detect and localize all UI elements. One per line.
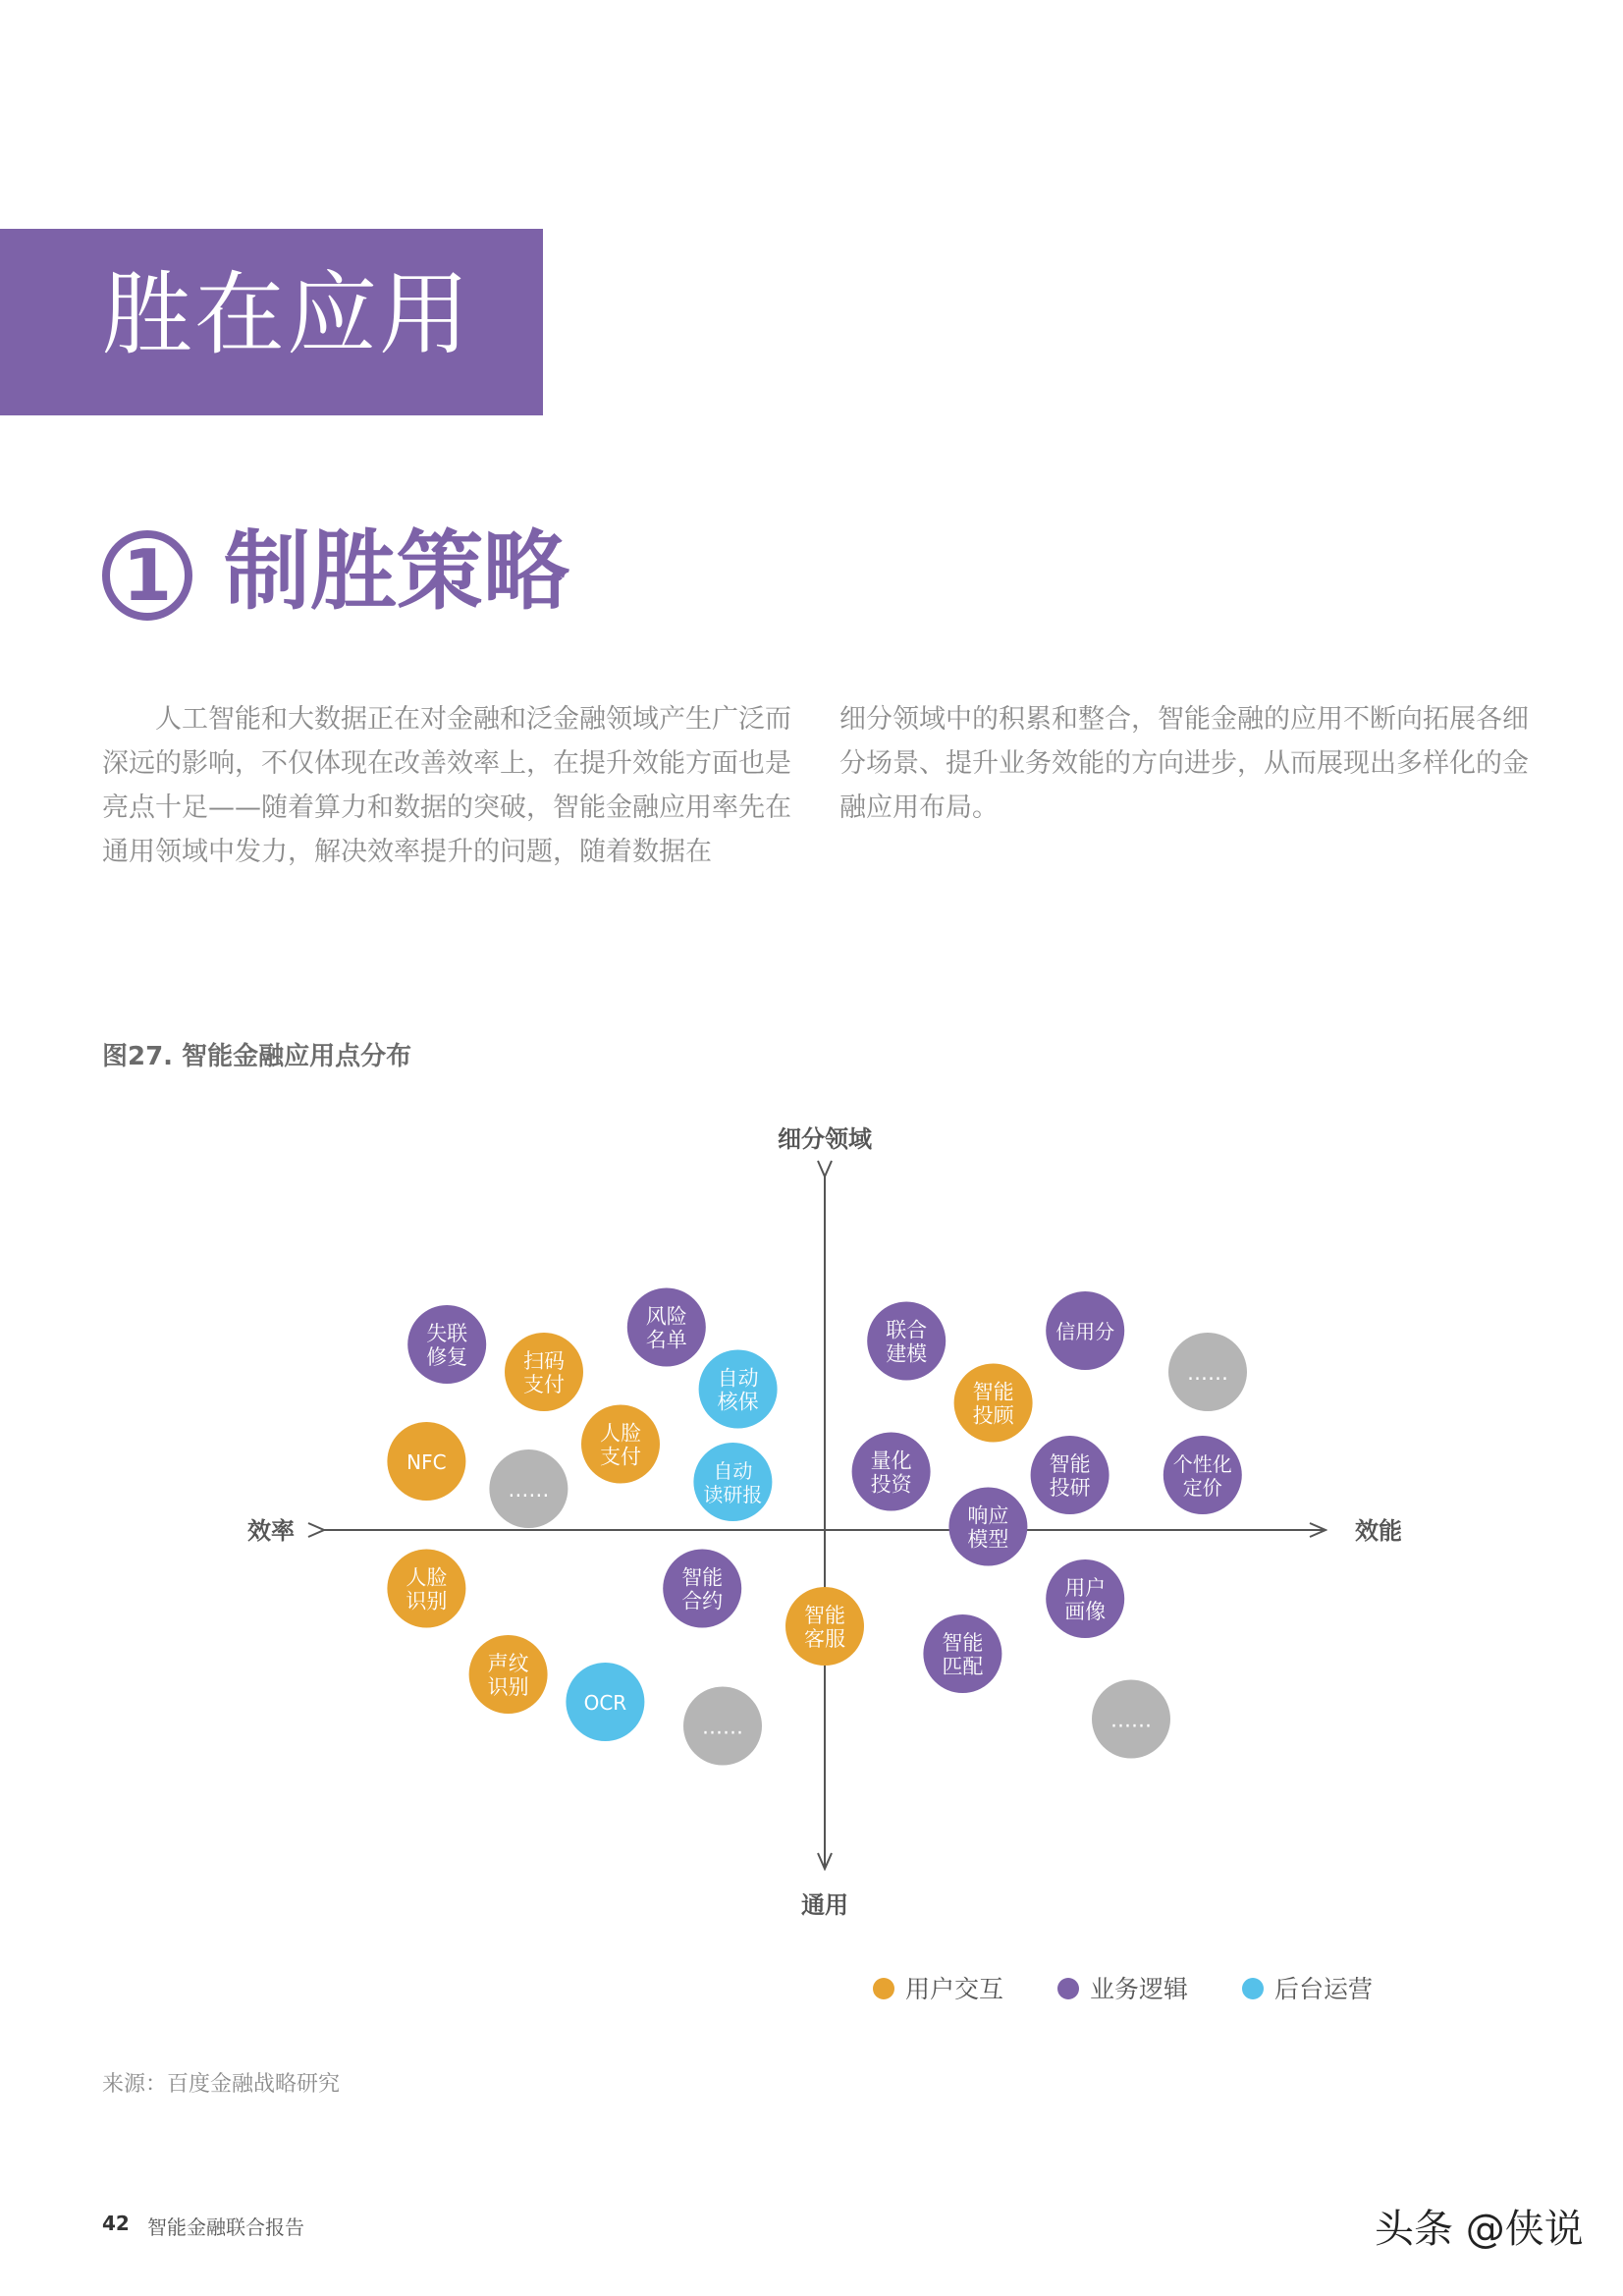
- application-point: [1031, 1436, 1109, 1514]
- point-label: 核保: [717, 1390, 759, 1414]
- application-point: [387, 1550, 465, 1628]
- application-point: [867, 1302, 946, 1381]
- point-label: 智能: [681, 1565, 724, 1590]
- point-label: 投资: [870, 1472, 912, 1497]
- application-point: [387, 1422, 465, 1501]
- application-point: [1046, 1291, 1124, 1370]
- legend-swatch: [873, 1978, 894, 1999]
- point-label: 量化: [870, 1449, 912, 1473]
- point-label: ……: [1110, 1708, 1152, 1732]
- point-label: 合约: [681, 1589, 724, 1613]
- point-label: 读研报: [703, 1483, 763, 1506]
- point-label: 响应: [967, 1503, 1009, 1528]
- point-label: 匹配: [942, 1655, 984, 1678]
- axis-label-right: 效能: [1355, 1517, 1402, 1545]
- point-label: 风险: [645, 1304, 687, 1329]
- figure-caption: 图27. 智能金融应用点分布: [102, 1042, 412, 1071]
- application-point: [581, 1405, 660, 1484]
- point-label: 自动: [713, 1459, 753, 1483]
- legend-label: 后台运营: [1274, 1975, 1374, 2003]
- point-label: 扫码: [523, 1349, 565, 1373]
- point-label: ……: [702, 1715, 743, 1739]
- point-label: 客服: [804, 1627, 845, 1651]
- point-label: 识别: [487, 1675, 529, 1699]
- point-label: 声纹: [487, 1652, 529, 1675]
- point-label: 联合: [886, 1318, 928, 1342]
- legend-label: 用户交互: [905, 1975, 1004, 2003]
- point-label: 智能: [942, 1631, 984, 1655]
- page-footer-label: 智能金融联合报告: [147, 2215, 304, 2239]
- legend-swatch: [1057, 1978, 1079, 1999]
- application-point: [663, 1550, 741, 1628]
- point-label: 信用分: [1055, 1320, 1115, 1343]
- point-label: 定价: [1182, 1476, 1222, 1500]
- application-point: [923, 1614, 1001, 1693]
- banner-title: 胜在应用: [102, 262, 472, 367]
- point-label: 用户: [1064, 1576, 1107, 1600]
- application-point: [1163, 1436, 1242, 1514]
- point-label: 支付: [523, 1373, 565, 1396]
- application-point: [1046, 1559, 1124, 1638]
- section-title: 制胜策略: [224, 520, 570, 622]
- point-label: 模型: [967, 1527, 1009, 1552]
- application-point: [693, 1443, 772, 1521]
- application-point: [566, 1663, 644, 1741]
- point-label: 名单: [645, 1328, 687, 1352]
- application-point: [948, 1488, 1027, 1566]
- point-label: OCR: [583, 1691, 627, 1715]
- point-label: 修复: [426, 1345, 468, 1369]
- point-label: 识别: [406, 1589, 448, 1613]
- point-label: NFC: [406, 1450, 447, 1474]
- page-number: 42: [102, 2212, 130, 2235]
- axis-label-left: 效率: [247, 1517, 295, 1545]
- application-point: [785, 1587, 864, 1666]
- legend-item: [873, 1975, 1003, 2003]
- point-label: ……: [508, 1478, 550, 1502]
- point-label: 画像: [1064, 1600, 1107, 1623]
- legend-item: [1057, 1975, 1188, 2003]
- legend-swatch: [1242, 1978, 1264, 1999]
- point-label: 智能: [804, 1604, 845, 1627]
- legend-label: 业务逻辑: [1090, 1975, 1189, 2003]
- point-label: 投研: [1049, 1476, 1091, 1500]
- application-point: [489, 1449, 568, 1528]
- application-point: [852, 1433, 931, 1511]
- application-point: [407, 1305, 486, 1384]
- application-point: [1092, 1680, 1170, 1759]
- source-note: 来源：百度金融战略研究: [102, 2072, 341, 2097]
- axis-label-bottom: 通用: [801, 1891, 848, 1919]
- body-text-right: 细分领域中的积累和整合，智能金融的应用不断向拓展各细分场景、提升业务效能的方向进步，从而展现出多样化的金融应用布局。: [839, 704, 1529, 823]
- application-point: [469, 1635, 548, 1714]
- point-label: 支付: [600, 1445, 641, 1469]
- point-label: 智能: [1049, 1452, 1091, 1476]
- legend-item: [1242, 1975, 1373, 2003]
- point-label: 智能: [972, 1380, 1014, 1404]
- point-label: 人脸: [600, 1421, 641, 1446]
- application-point: [505, 1333, 583, 1411]
- body-text-left: 人工智能和大数据正在对金融和泛金融领域产生广泛而深远的影响，不仅体现在改善效率上，在提升效能方面也是亮点十足——随着算力和数据的突破，智能金融应用率先在通用领域中发力，解决效率提升的问题，随着数据在: [102, 704, 791, 867]
- point-label: 个性化: [1172, 1452, 1232, 1476]
- point-label: ……: [1187, 1361, 1228, 1385]
- application-point: [699, 1350, 778, 1429]
- application-point: [627, 1288, 706, 1367]
- point-label: 投顾: [972, 1403, 1014, 1428]
- point-label: 失联: [426, 1322, 468, 1345]
- application-point: [1168, 1333, 1247, 1411]
- watermark: 头条 @侠说: [1375, 2207, 1584, 2252]
- point-label: 建模: [886, 1341, 928, 1366]
- axis-label-top: 细分领域: [778, 1125, 872, 1153]
- application-point: [683, 1687, 762, 1766]
- point-label: 自动: [717, 1366, 759, 1391]
- point-label: 人脸: [406, 1565, 448, 1590]
- application-point: [954, 1364, 1033, 1443]
- section-number-badge: 1: [102, 530, 192, 621]
